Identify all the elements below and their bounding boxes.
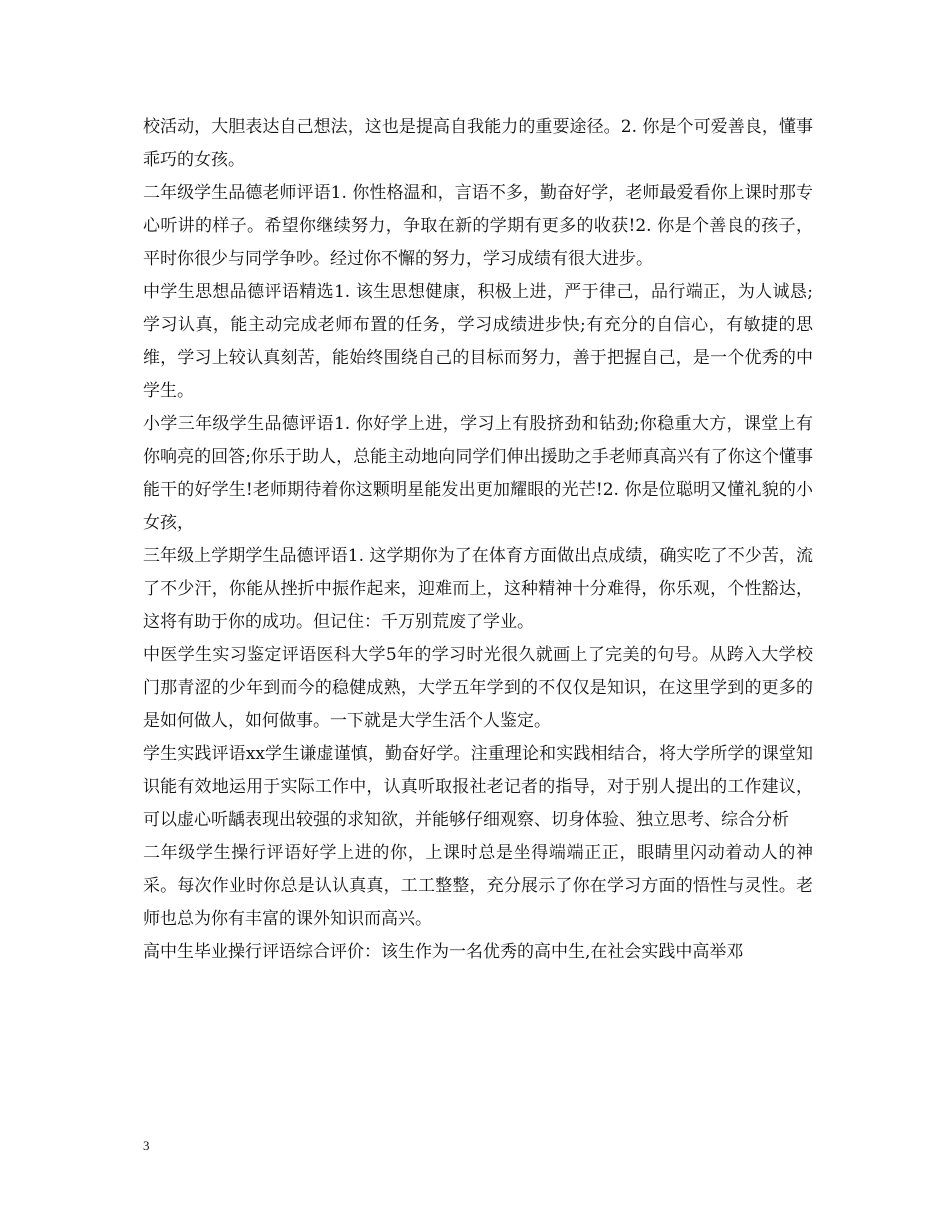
paragraph-2: 二年级学生品德老师评语1. 你性格温和，言语不多，勤奋好学，老师最爱看你上课时那专心听讲的样子。希望你继续努力，争取在新的学期有更多的收获!2. 你是个善良的孩子，平时你很少与同学争吵。经过你不懈的努力，学习成绩有很大进步。 [143,183,813,269]
paragraph-4: 小学三年级学生品德评语1. 你好学上进，学习上有股挤劲和钻劲;你稳重大方，课堂上有你响亮的回答;你乐于助人，总能主动地向同学们伸出援助之手老师真高兴有了你这个懂事能干的好学生!老师期待着你这颗明星能发出更加耀眼的光芒!2. 你是位聪明又懂礼貌的小女孩， [143,414,813,533]
page-number: 3 [143,1138,150,1153]
paragraph-8: 二年级学生操行评语好学上进的你，上课时总是坐得端端正正，眼睛里闪动着动人的神采。每次作业时你总是认认真真，工工整整，充分展示了你在学习方面的悟性与灵性。老师也总为你有丰富的课外知识而高兴。 [143,843,813,929]
paragraph-3: 中学生思想品德评语精选1. 该生思想健康，积极上进，严于律己，品行端正，为人诚恳;学习认真，能主动完成老师布置的任务，学习成绩进步快;有充分的自信心，有敏捷的思维，学习上较认真刻苦，能始终围绕自己的目标而努力，善于把握自己，是一个优秀的中学生。 [143,282,813,401]
paragraph-1: 校活动，大胆表达自己想法，这也是提高自我能力的重要途径。2. 你是个可爱善良，懂事乖巧的女孩。 [143,117,813,170]
paragraph-6: 中医学生实习鉴定评语医科大学5年的学习时光很久就画上了完美的句号。从跨入大学校门那青涩的少年到而今的稳健成熟，大学五年学到的不仅仅是知识，在这里学到的更多的是如何做人，如何做事。一下就是大学生活个人鉴定。 [143,645,813,731]
paragraph-7: 学生实践评语xx学生谦虚谨慎，勤奋好学。注重理论和实践相结合，将大学所学的课堂知识能有效地运用于实际工作中，认真听取报社老记者的指导，对于别人提出的工作建议，可以虚心听龋表现出较强的求知欲，并能够仔细观察、切身体验、独立思考、综合分析 [143,744,813,830]
document-body [143,111,813,969]
paragraph-9: 高中生毕业操行评语综合评价：该生作为一名优秀的高中生,在社会实践中高举邓 [143,942,744,962]
paragraph-5: 三年级上学期学生品德评语1. 这学期你为了在体育方面做出点成绩，确实吃了不少苦，流了不少汗，你能从挫折中振作起来，迎难而上，这种精神十分难得，你乐观，个性豁达，这将有助于你的成功。但记住：千万别荒废了学业。 [143,546,813,632]
